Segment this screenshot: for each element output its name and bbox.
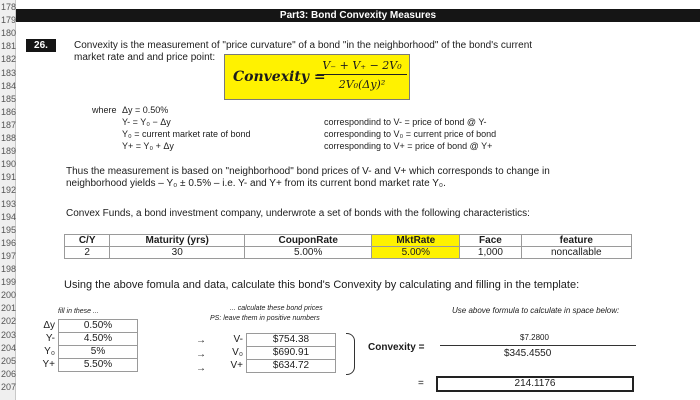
yield-value-dy[interactable]: 0.50% <box>59 320 138 333</box>
price-label-v0: V₀ <box>232 347 243 358</box>
price-value-vplus[interactable]: $634.72 <box>247 360 336 373</box>
where-line-1: Δy = 0.50% <box>122 105 169 115</box>
row-number[interactable]: 186 <box>1 106 17 117</box>
brace-icon <box>346 333 355 375</box>
bond-characteristics-table <box>64 234 632 259</box>
row-number-column <box>0 0 16 400</box>
fill-note: fill in these ... <box>58 308 99 315</box>
question-number: 26. <box>26 39 56 52</box>
convex-funds-line: Convex Funds, a bond investment company, underwrote a set of bonds with the following characteristics: <box>66 208 530 219</box>
yield-label-dy: Δy <box>43 320 55 331</box>
calc-note-1: ... calculate these bond prices <box>230 305 323 312</box>
row-number[interactable]: 184 <box>1 80 17 91</box>
row-number[interactable]: 207 <box>1 381 17 392</box>
header-mkt-rate: MktRate <box>372 235 460 247</box>
cell-coupon-rate[interactable]: 5.00% <box>245 247 372 259</box>
row-number[interactable]: 191 <box>1 172 17 183</box>
price-value-vminus[interactable]: $754.38 <box>247 334 336 347</box>
cell-cy[interactable]: 2 <box>65 247 110 259</box>
price-value-v0[interactable]: $690.91 <box>247 347 336 360</box>
yield-label-yplus: Y+ <box>42 359 55 370</box>
row-number[interactable]: 196 <box>1 237 17 248</box>
row-number[interactable]: 182 <box>1 54 17 65</box>
row-number[interactable]: 189 <box>1 146 17 157</box>
price-label-vminus: V- <box>233 334 243 345</box>
row-number[interactable]: 188 <box>1 133 17 143</box>
where-line-3: Y₀ = current market rate of bond <box>122 129 251 139</box>
row-number[interactable]: 179 <box>1 15 17 26</box>
price-label-vplus: V+ <box>230 360 243 371</box>
convexity-formula-box <box>224 54 410 100</box>
where-prefix: where <box>92 105 117 115</box>
arrow-icon: → <box>196 363 206 374</box>
denominator-value[interactable]: $345.4550 <box>504 348 552 359</box>
yield-value-y0[interactable]: 5% <box>59 346 138 359</box>
intro-line-1: Convexity is the measurement of "price curvature" of a bond "in the neighborhood" of the bond's current <box>74 40 533 51</box>
where-right-1: correspondind to V- = price of bond @ Y- <box>324 117 487 127</box>
numerator-value[interactable]: $7.2800 <box>520 333 549 342</box>
section-title: Part3: Bond Convexity Measures <box>16 9 700 22</box>
prices-table <box>226 333 336 373</box>
header-coupon-rate: CouponRate <box>245 235 372 247</box>
convexity-result-label: Convexity = <box>368 342 425 353</box>
row-number[interactable]: 205 <box>1 355 17 366</box>
formula-denominator: 2V₀(Δy)² <box>338 78 386 91</box>
row-number[interactable]: 180 <box>1 28 17 39</box>
row-number[interactable]: 197 <box>1 250 17 261</box>
yield-label-y0: Y₀ <box>44 346 55 357</box>
row-number[interactable]: 187 <box>1 119 17 130</box>
row-number[interactable]: 199 <box>1 277 17 288</box>
row-number[interactable]: 194 <box>1 211 17 222</box>
row-number[interactable]: 198 <box>1 264 17 274</box>
cell-face[interactable]: 1,000 <box>460 247 521 259</box>
convexity-answer-cell[interactable]: 214.1176 <box>436 376 634 392</box>
arrow-icon: → <box>196 349 206 360</box>
yield-label-yminus: Y- <box>45 333 55 344</box>
row-number[interactable]: 206 <box>1 368 17 379</box>
intro-line-2: market rate and and price point: <box>74 52 216 63</box>
where-line-2: Y- = Y₀ − Δy <box>122 117 171 127</box>
row-number[interactable]: 193 <box>1 198 17 209</box>
formula-label: Convexity = <box>233 69 326 85</box>
yields-table <box>38 319 138 372</box>
thus-line-2: neighborhood yields – Y₀ ± 0.5% – i.e. Y- and Y+ from its current bond market rate Y₀. <box>66 178 446 189</box>
using-instruction: Using the above fomula and data, calculate this bond's Convexity by calculating and filling in the template: <box>64 279 580 291</box>
row-number[interactable]: 204 <box>1 342 17 353</box>
where-right-2: corresponding to V₀ = current price of bond <box>324 129 497 139</box>
where-line-4: Y+ = Y₀ + Δy <box>122 141 174 151</box>
row-number[interactable]: 183 <box>1 67 17 78</box>
use-formula-note: Use above formula to calculate in space below: <box>452 306 620 315</box>
row-number[interactable]: 190 <box>1 159 17 170</box>
header-face: Face <box>460 235 521 247</box>
header-feature: feature <box>521 235 631 247</box>
row-number[interactable]: 192 <box>1 185 17 196</box>
row-number[interactable]: 203 <box>1 329 17 340</box>
row-number[interactable]: 201 <box>1 303 17 314</box>
row-number[interactable]: 185 <box>1 93 17 104</box>
header-maturity: Maturity (yrs) <box>110 235 245 247</box>
header-cy: C/Y <box>65 235 110 247</box>
equals-sign: = <box>418 378 424 389</box>
formula-numerator: V₋ + V₊ − 2V₀ <box>317 59 407 75</box>
where-right-3: corresponding to V+ = price of bond @ Y+ <box>324 141 493 151</box>
fraction-bar <box>440 345 636 346</box>
row-number[interactable]: 202 <box>1 316 17 327</box>
row-number[interactable]: 178 <box>1 2 17 12</box>
cell-maturity[interactable]: 30 <box>110 247 245 259</box>
row-number[interactable]: 200 <box>1 290 17 301</box>
formula-fraction <box>317 59 407 91</box>
calc-note-2: PS: leave them in positive numbers <box>210 315 320 322</box>
cell-feature[interactable]: noncallable <box>521 247 631 259</box>
row-number[interactable]: 181 <box>1 41 17 52</box>
yield-value-yplus[interactable]: 5.50% <box>59 359 138 372</box>
row-number[interactable]: 195 <box>1 224 17 235</box>
thus-line-1: Thus the measurement is based on "neighborhood" bond prices of V- and V+ which corresponds to change in <box>66 166 550 177</box>
cell-mkt-rate[interactable]: 5.00% <box>372 247 460 259</box>
yield-value-yminus[interactable]: 4.50% <box>59 333 138 346</box>
arrow-icon: → <box>196 335 206 346</box>
